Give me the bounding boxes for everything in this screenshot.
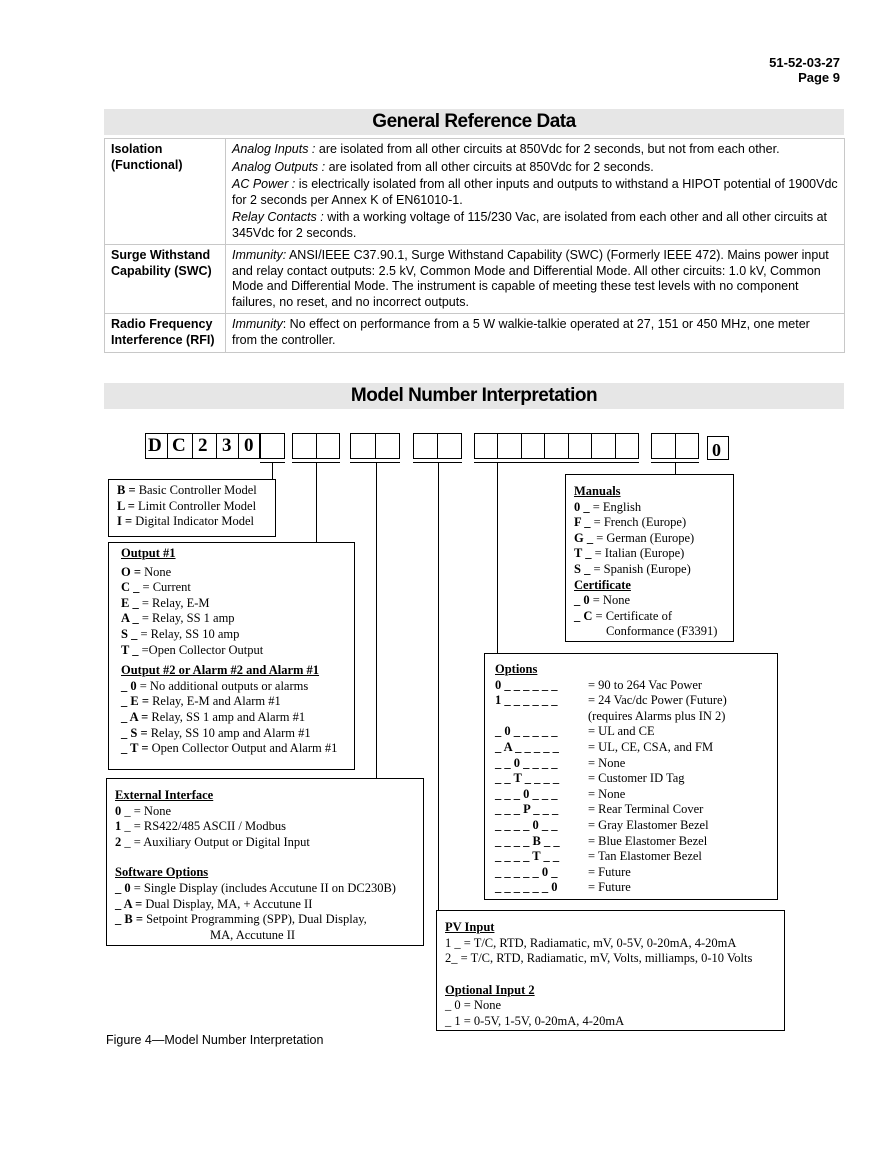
list-item: [121, 580, 346, 596]
term: Immunity:: [232, 248, 287, 262]
list-item: [121, 710, 346, 726]
desc: = None: [460, 998, 501, 1013]
model-slot: [521, 433, 545, 459]
connector: [474, 462, 639, 463]
code: _ _ _ 0 _ _ _: [495, 786, 558, 801]
code: _ 0: [445, 998, 461, 1013]
list-item: [115, 912, 415, 928]
desc: = Spanish (Europe): [590, 561, 691, 576]
row-label: Surge Withstand Capability (SWC): [105, 245, 226, 314]
page-header: [769, 55, 840, 85]
desc: None: [140, 564, 172, 579]
desc: = Future: [588, 864, 631, 879]
desc: = English: [589, 499, 642, 514]
list-item: [117, 483, 267, 499]
connector: [350, 462, 400, 463]
desc: Limit Controller Model: [134, 498, 257, 513]
model-slot: [568, 433, 592, 459]
divider: [167, 433, 168, 459]
desc: Relay, E-M and Alarm #1: [148, 694, 281, 709]
desc: = Single Display (includes Accutune II on DC230B): [130, 880, 396, 895]
code: L =: [117, 498, 135, 513]
section-title-general-reference: General Reference Data: [104, 109, 844, 135]
list-item: [495, 802, 769, 818]
code: _ C: [574, 608, 593, 623]
list-item: [495, 834, 769, 850]
list-item: [445, 998, 776, 1014]
desc: ANSI/IEEE C37.90.1, Surge Withstand Capability (SWC) (Formerly IEEE 472). Mains power input and relay contact outputs: 2.5 kV, Common Mode and Differential Mode. All other circuits: 1.0 kV, Common Mode and Differential Mode. The instrument is capable of meeting these test levels with no component failures, no reset, and no incorrect outputs.: [232, 248, 829, 309]
code: _ _ 0 _ _ _ _: [495, 755, 558, 770]
list-item: [495, 678, 769, 694]
desc: = UL, CE, CSA, and FM: [588, 739, 714, 754]
list-item: [445, 951, 776, 967]
list-item: [121, 565, 346, 581]
manuals-title: Manuals: [574, 484, 621, 498]
code: _ _ _ _ _ 0 _: [495, 864, 558, 879]
model-slot: [591, 433, 616, 459]
connector: [438, 462, 439, 910]
list-item: [115, 881, 415, 897]
model-slot: [497, 433, 522, 459]
model-char: D: [148, 435, 162, 456]
code: 0 _: [574, 499, 590, 514]
code: 2: [115, 834, 122, 849]
list-item: [117, 514, 267, 530]
desc: Relay, SS 1 amp and Alarm #1: [148, 709, 306, 724]
list-item: [495, 709, 769, 725]
desc: _ = None: [121, 803, 171, 818]
list-item: [121, 726, 346, 742]
code: _ _ _ P _ _ _: [495, 802, 559, 817]
list-item: [121, 741, 346, 757]
list-item: [574, 546, 725, 562]
desc: = Italian (Europe): [591, 546, 685, 561]
list-item: [117, 499, 267, 515]
model-slot: [316, 433, 340, 459]
model-slot: [474, 433, 498, 459]
desc: Basic Controller Model: [135, 483, 257, 497]
code: B =: [117, 483, 136, 497]
code: _ 0 _ _ _ _ _: [495, 724, 558, 739]
row-label: Radio Frequency Interference (RFI): [105, 314, 226, 353]
code: _ E =: [121, 694, 149, 709]
external-interface-box: [106, 778, 424, 946]
desc: = 90 to 264 Vac Power: [588, 677, 703, 692]
doc-number: 51-52-03-27: [769, 55, 840, 70]
list-item: [495, 724, 769, 740]
code: G _: [574, 530, 594, 545]
code: _ T =: [121, 741, 149, 756]
code: _ _ _ _ T _ _: [495, 849, 560, 864]
code: _ A =: [121, 709, 149, 724]
desc: = T/C, RTD, Radiamatic, mV, 0-5V, 0-20mA, 4-20mA: [460, 935, 737, 950]
desc: = 24 Vac/dc Power (Future): [588, 693, 727, 708]
desc: = Certificate of: [592, 608, 672, 623]
model-slot: [437, 433, 462, 459]
code: _ S =: [121, 725, 148, 740]
model-slot: [615, 433, 639, 459]
code: _ _ _ _ B _ _: [495, 833, 560, 848]
desc: _ = RS422/485 ASCII / Modbus: [121, 819, 286, 834]
model-slot: [350, 433, 376, 459]
desc: are isolated from all other circuits at 850Vdc for 2 seconds, but not from each other.: [315, 142, 780, 156]
model-slot: [675, 433, 699, 459]
software-title: Software Options: [115, 865, 209, 880]
list-item: [495, 693, 769, 709]
list-item: [121, 694, 346, 710]
controller-type-box: [108, 479, 276, 537]
list-item: [574, 593, 725, 609]
reference-table: [104, 138, 845, 353]
model-slot: [544, 433, 569, 459]
row-content: [226, 245, 845, 314]
term: Relay Contacts :: [232, 210, 324, 224]
desc: = 0-5V, 1-5V, 0-20mA, 4-20mA: [460, 1013, 625, 1028]
list-item: [495, 740, 769, 756]
section-title-model-number: Model Number Interpretation: [104, 383, 844, 409]
desc: Open Collector Output and Alarm #1: [148, 741, 338, 756]
model-char: C: [172, 435, 186, 456]
code: 1: [115, 819, 122, 834]
desc: = French (Europe): [590, 515, 687, 530]
term: AC Power :: [232, 177, 296, 191]
table-row: [105, 245, 845, 314]
list-item: [495, 771, 769, 787]
desc: = Relay, SS 1 amp: [138, 611, 235, 626]
list-item: [495, 849, 769, 865]
figure-caption: Figure 4—Model Number Interpretation: [106, 1033, 324, 1047]
desc: = Tan Elastomer Bezel: [588, 849, 702, 864]
code: _ 1: [445, 1013, 461, 1028]
pv-input-box: [436, 910, 785, 1031]
desc: are isolated from all other circuits at 850Vdc for 2 seconds.: [325, 159, 654, 174]
manuals-box: [565, 474, 734, 642]
desc: Digital Indicator Model: [132, 514, 254, 529]
desc: = T/C, RTD, Radiamatic, mV, Volts, milliamps, 0-10 Volts: [457, 951, 753, 966]
model-slot: [292, 433, 317, 459]
model-char-last: 0: [712, 440, 721, 460]
code: E _: [121, 595, 139, 610]
model-slot: [651, 433, 676, 459]
model-slot: [260, 433, 285, 459]
list-item: [121, 596, 346, 612]
code: 1 _ _ _ _ _ _: [495, 693, 558, 708]
desc: (requires Alarms plus IN 2): [588, 708, 726, 723]
code: 0: [115, 803, 122, 818]
code: _ 0: [574, 593, 590, 608]
list-item: [495, 865, 769, 881]
list-item: [574, 531, 725, 547]
list-item: [495, 880, 769, 896]
output2-title: Output #2 or Alarm #2 and Alarm #1: [121, 663, 320, 678]
certificate-title: Certificate: [574, 577, 631, 592]
code: 0 _ _ _ _ _ _: [495, 677, 558, 692]
code: S _: [574, 561, 591, 576]
list-item: [121, 627, 346, 643]
connector: [497, 462, 498, 653]
code: O =: [121, 564, 141, 579]
code: _ A _ _ _ _ _: [495, 739, 559, 754]
output-box: [108, 542, 355, 770]
code: _ A =: [115, 896, 143, 911]
code: _ 0: [115, 880, 131, 895]
desc: = Blue Elastomer Bezel: [588, 833, 708, 848]
pv-input-title: PV Input: [445, 920, 495, 934]
model-slot: [413, 433, 438, 459]
code: _ _ _ _ 0 _ _: [495, 817, 558, 832]
model-char: 0: [244, 435, 254, 456]
list-item: [115, 804, 415, 820]
list-item: [495, 756, 769, 772]
code: _ _ T _ _ _ _: [495, 771, 560, 786]
desc: Relay, SS 10 amp and Alarm #1: [147, 725, 311, 740]
code: 2_: [445, 951, 458, 966]
options-box: [484, 653, 778, 900]
desc: = No additional outputs or alarms: [136, 678, 309, 693]
model-char: 2: [198, 435, 208, 456]
desc: Setpoint Programming (SPP), Dual Display,: [142, 912, 367, 927]
desc: = None: [588, 786, 626, 801]
code: _ _ _ _ _ _ 0: [495, 880, 558, 895]
desc: = UL and CE: [588, 724, 655, 739]
list-item: [115, 819, 415, 835]
desc: = Relay, SS 10 amp: [137, 626, 240, 641]
list-item: [574, 500, 725, 516]
code: [495, 709, 588, 725]
table-row: [105, 139, 845, 245]
divider: [192, 433, 193, 459]
code: C _: [121, 580, 140, 595]
code: S _: [121, 626, 138, 641]
desc: = Relay, E-M: [138, 595, 210, 610]
connector: [316, 462, 317, 542]
term: Analog Inputs :: [232, 142, 316, 156]
row-content: [226, 139, 845, 245]
desc: = German (Europe): [593, 530, 695, 545]
options-title: Options: [495, 662, 538, 676]
list-item-cont: Conformance (F3391): [606, 624, 718, 639]
desc: = Customer ID Tag: [588, 771, 685, 786]
desc: = None: [588, 755, 626, 770]
divider: [238, 433, 239, 459]
desc: = Gray Elastomer Bezel: [588, 817, 709, 832]
list-item: [445, 936, 776, 952]
table-row: [105, 314, 845, 353]
list-item: [495, 787, 769, 803]
list-item: [574, 562, 725, 578]
code: 1 _: [445, 935, 461, 950]
code: T _: [121, 642, 139, 657]
code: _ 0: [121, 678, 137, 693]
connector: [376, 462, 377, 778]
model-char: 3: [222, 435, 232, 456]
list-item: [445, 1014, 776, 1030]
external-title: External Interface: [115, 788, 214, 802]
list-item: [121, 679, 346, 695]
desc: Dual Display, MA, + Accutune II: [142, 896, 313, 911]
row-content: [226, 314, 845, 353]
row-label: Isolation (Functional): [105, 139, 226, 245]
desc: is electrically isolated from all other inputs and outputs to withstand a HIPOT potential of 1900Vdc for 2 seconds per Annex K of EN61010-1.: [232, 177, 838, 207]
list-item: [115, 897, 415, 913]
desc: with a working voltage of 115/230 Vac, are isolated from each other and all other circuits at 345Vdc for 2 seconds.: [232, 210, 828, 240]
code: F _: [574, 515, 591, 530]
list-item: [121, 611, 346, 627]
list-item: [495, 818, 769, 834]
output1-title: Output #1: [121, 546, 176, 560]
desc: : No effect on performance from a 5 W walkie-talkie operated at 27, 151 or 450 MHz, one meter from the controller.: [232, 317, 810, 347]
desc: = Rear Terminal Cover: [588, 802, 704, 817]
code: T _: [574, 546, 592, 561]
desc: = Current: [139, 580, 191, 595]
page-number: Page 9: [798, 70, 840, 85]
connector: [675, 462, 676, 474]
code: I =: [117, 514, 133, 529]
desc: = None: [589, 593, 630, 608]
model-slot: [375, 433, 400, 459]
desc: = Future: [588, 880, 631, 895]
desc: _ = Auxiliary Output or Digital Input: [121, 834, 310, 849]
list-item: [121, 643, 346, 659]
list-item: [574, 515, 725, 531]
term: Immunity: [232, 317, 283, 331]
code: A _: [121, 611, 139, 626]
connector: [272, 462, 273, 479]
list-item: [574, 609, 725, 625]
list-item-cont: MA, Accutune II: [210, 927, 296, 942]
list-item: [115, 835, 415, 851]
code: _ B =: [115, 912, 143, 927]
divider: [216, 433, 217, 459]
desc: =Open Collector Output: [138, 642, 264, 657]
optional-input-title: Optional Input 2: [445, 982, 535, 997]
term: Analog Outputs :: [232, 159, 326, 174]
